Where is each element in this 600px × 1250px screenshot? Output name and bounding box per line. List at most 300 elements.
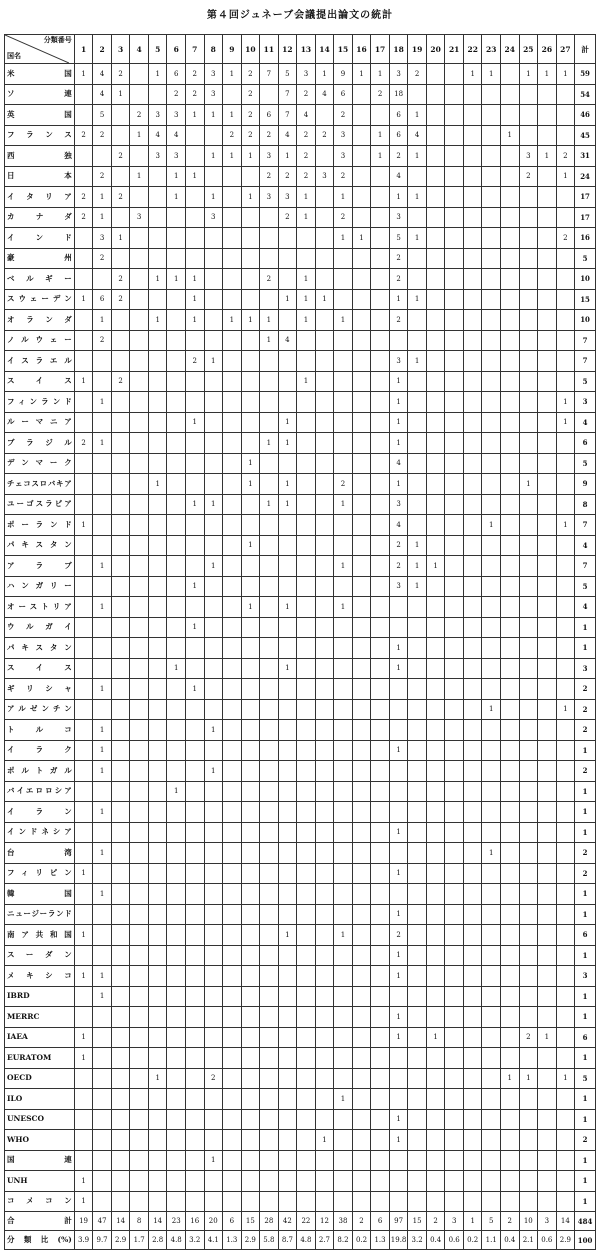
count-cell: 1 [278, 597, 297, 618]
count-cell [223, 658, 242, 679]
count-cell [223, 248, 242, 269]
count-cell [445, 84, 464, 105]
ratio-row-value: 2.9 [556, 1231, 575, 1250]
count-cell [519, 1109, 538, 1130]
count-cell [278, 966, 297, 987]
count-cell [445, 740, 464, 761]
count-cell [74, 84, 93, 105]
count-cell [297, 1027, 316, 1048]
count-cell [297, 412, 316, 433]
count-cell [538, 207, 557, 228]
count-cell [315, 453, 334, 474]
count-cell [260, 576, 279, 597]
ratio-row-value: 1.3 [371, 1231, 390, 1250]
count-cell [74, 822, 93, 843]
count-cell [204, 802, 223, 823]
count-cell [74, 761, 93, 782]
count-cell [315, 474, 334, 495]
count-cell [371, 556, 390, 577]
count-cell: 4 [389, 453, 408, 474]
count-cell [371, 781, 390, 802]
count-cell [278, 310, 297, 331]
count-cell [185, 330, 204, 351]
count-cell: 2 [260, 166, 279, 187]
count-cell [519, 781, 538, 802]
row-total: 10 [575, 269, 596, 290]
count-cell [130, 843, 149, 864]
count-cell [501, 884, 520, 905]
count-cell [463, 576, 482, 597]
count-cell [185, 740, 204, 761]
count-cell [148, 679, 167, 700]
count-cell [278, 781, 297, 802]
count-cell [93, 1089, 112, 1110]
count-cell [167, 1150, 186, 1171]
count-cell [352, 84, 371, 105]
count-cell [111, 474, 130, 495]
row-total: 7 [575, 330, 596, 351]
count-cell: 1 [93, 310, 112, 331]
column-header: 9 [223, 35, 242, 64]
count-cell [111, 1027, 130, 1048]
count-cell [538, 617, 557, 638]
count-cell [130, 269, 149, 290]
count-cell [111, 822, 130, 843]
row-total: 2 [575, 863, 596, 884]
count-cell [167, 843, 186, 864]
count-cell [352, 351, 371, 372]
count-cell [389, 986, 408, 1007]
count-cell [111, 884, 130, 905]
count-cell [278, 617, 297, 638]
ratio-row-value: 0.2 [352, 1231, 371, 1250]
country-name: スイス [5, 371, 75, 392]
count-cell [408, 1048, 427, 1069]
count-cell [538, 802, 557, 823]
count-cell [315, 1048, 334, 1069]
count-cell [371, 576, 390, 597]
count-cell [371, 679, 390, 700]
count-cell [538, 269, 557, 290]
table-row [5, 412, 596, 433]
count-cell: 5 [278, 64, 297, 85]
count-cell: 1 [204, 556, 223, 577]
count-cell [389, 330, 408, 351]
count-cell [463, 453, 482, 474]
column-header: 23 [482, 35, 501, 64]
count-cell [185, 802, 204, 823]
count-cell [371, 269, 390, 290]
count-cell [371, 289, 390, 310]
count-cell [482, 351, 501, 372]
count-cell [111, 1048, 130, 1069]
count-cell [278, 1027, 297, 1048]
count-cell [74, 617, 93, 638]
row-total: 7 [575, 515, 596, 536]
count-cell [241, 740, 260, 761]
country-name: イタリア [5, 187, 75, 208]
count-cell [74, 269, 93, 290]
count-cell [74, 474, 93, 495]
count-cell: 3 [278, 187, 297, 208]
count-cell [297, 228, 316, 249]
count-cell: 1 [408, 289, 427, 310]
count-cell [501, 576, 520, 597]
count-cell [74, 1089, 93, 1110]
count-cell: 1 [556, 699, 575, 720]
count-cell [352, 945, 371, 966]
count-cell [426, 207, 445, 228]
table-row [5, 310, 596, 331]
count-cell [538, 1007, 557, 1028]
count-cell [297, 617, 316, 638]
count-cell [111, 412, 130, 433]
ratio-row-value: 3.9 [74, 1231, 93, 1250]
count-cell [463, 187, 482, 208]
table-row [5, 146, 596, 167]
count-cell [371, 453, 390, 474]
count-cell [445, 125, 464, 146]
row-total: 4 [575, 412, 596, 433]
count-cell: 2 [111, 289, 130, 310]
count-cell [241, 904, 260, 925]
count-cell: 1 [297, 187, 316, 208]
count-cell: 1 [93, 966, 112, 987]
count-cell [148, 433, 167, 454]
count-cell: 1 [260, 330, 279, 351]
row-total: 1 [575, 1007, 596, 1028]
count-cell [111, 597, 130, 618]
count-cell [352, 515, 371, 536]
count-cell [297, 248, 316, 269]
ratio-row-value: 4.1 [204, 1231, 223, 1250]
table-row [5, 679, 596, 700]
count-cell: 1 [538, 1027, 557, 1048]
count-cell: 1 [185, 576, 204, 597]
row-total: 5 [575, 576, 596, 597]
count-cell: 3 [297, 64, 316, 85]
count-cell [426, 1191, 445, 1212]
country-name: イスラエル [5, 351, 75, 372]
count-cell [519, 638, 538, 659]
count-cell [130, 1048, 149, 1069]
count-cell [241, 1191, 260, 1212]
count-cell [204, 474, 223, 495]
ratio-row-value: 0.6 [538, 1231, 557, 1250]
count-cell [538, 925, 557, 946]
count-cell [501, 371, 520, 392]
count-cell [482, 740, 501, 761]
count-cell [260, 371, 279, 392]
count-cell [241, 228, 260, 249]
count-cell [408, 392, 427, 413]
table-row [5, 84, 596, 105]
row-total: 1 [575, 1150, 596, 1171]
count-cell [185, 146, 204, 167]
count-cell [352, 884, 371, 905]
count-cell [204, 843, 223, 864]
count-cell [111, 392, 130, 413]
count-cell: 6 [260, 105, 279, 126]
count-cell [408, 679, 427, 700]
count-cell [223, 371, 242, 392]
count-cell [185, 556, 204, 577]
count-cell [204, 884, 223, 905]
count-cell: 1 [519, 64, 538, 85]
count-cell [204, 904, 223, 925]
count-cell [74, 720, 93, 741]
count-cell [501, 925, 520, 946]
count-cell: 2 [167, 84, 186, 105]
count-cell [463, 945, 482, 966]
count-cell [315, 802, 334, 823]
count-cell [445, 945, 464, 966]
count-cell [315, 146, 334, 167]
count-cell [204, 248, 223, 269]
count-cell [352, 1109, 371, 1130]
country-name: IBRD [5, 986, 75, 1007]
count-cell [315, 1027, 334, 1048]
column-header: 26 [538, 35, 557, 64]
count-cell: 1 [93, 740, 112, 761]
count-cell [519, 576, 538, 597]
count-cell [334, 904, 353, 925]
count-cell [389, 761, 408, 782]
count-cell [185, 658, 204, 679]
count-cell [74, 576, 93, 597]
count-cell [519, 863, 538, 884]
table-row [5, 1068, 596, 1089]
count-cell [556, 474, 575, 495]
count-cell [111, 617, 130, 638]
count-cell [223, 535, 242, 556]
count-cell [130, 1068, 149, 1089]
table-row [5, 269, 596, 290]
count-cell [482, 1171, 501, 1192]
count-cell: 2 [130, 105, 149, 126]
count-cell [463, 125, 482, 146]
count-cell [371, 966, 390, 987]
country-name: チェコスロバキア [5, 474, 75, 495]
count-cell [260, 1089, 279, 1110]
count-cell: 1 [389, 474, 408, 495]
count-cell: 4 [278, 125, 297, 146]
count-cell [482, 187, 501, 208]
count-cell [463, 433, 482, 454]
count-cell [538, 576, 557, 597]
count-cell [482, 1027, 501, 1048]
count-cell [352, 720, 371, 741]
count-cell [426, 84, 445, 105]
count-cell: 2 [278, 207, 297, 228]
count-cell [130, 310, 149, 331]
count-cell [463, 474, 482, 495]
count-cell [260, 945, 279, 966]
count-cell [260, 761, 279, 782]
count-cell: 2 [297, 166, 316, 187]
count-cell [130, 884, 149, 905]
count-cell [167, 1068, 186, 1089]
count-cell [260, 638, 279, 659]
count-cell [352, 371, 371, 392]
count-cell [501, 105, 520, 126]
count-cell [74, 310, 93, 331]
count-cell [389, 699, 408, 720]
count-cell: 2 [297, 125, 316, 146]
count-cell: 1 [315, 64, 334, 85]
ratio-row-value: 0.4 [426, 1231, 445, 1250]
count-cell [501, 310, 520, 331]
count-cell [501, 1048, 520, 1069]
count-cell [482, 207, 501, 228]
count-cell [408, 884, 427, 905]
count-cell [241, 720, 260, 741]
table-row [5, 1027, 596, 1048]
count-cell [482, 228, 501, 249]
count-cell [556, 925, 575, 946]
count-cell: 1 [185, 269, 204, 290]
count-cell: 2 [111, 146, 130, 167]
count-cell: 1 [501, 125, 520, 146]
count-cell [148, 1150, 167, 1171]
count-cell: 2 [111, 371, 130, 392]
count-cell [352, 474, 371, 495]
count-cell [241, 822, 260, 843]
count-cell [519, 351, 538, 372]
count-cell: 1 [223, 310, 242, 331]
count-cell: 1 [241, 187, 260, 208]
count-cell: 1 [389, 740, 408, 761]
count-cell [556, 187, 575, 208]
count-cell [501, 904, 520, 925]
count-cell: 3 [315, 166, 334, 187]
count-cell [297, 781, 316, 802]
count-cell [463, 986, 482, 1007]
count-cell [130, 228, 149, 249]
count-cell [315, 1150, 334, 1171]
count-cell: 1 [74, 371, 93, 392]
count-cell: 1 [185, 412, 204, 433]
count-cell: 1 [556, 166, 575, 187]
count-cell [297, 1150, 316, 1171]
country-name: メキシコ [5, 966, 75, 987]
count-cell [241, 515, 260, 536]
count-cell [260, 740, 279, 761]
count-cell [334, 412, 353, 433]
count-cell: 1 [297, 371, 316, 392]
count-cell [130, 1007, 149, 1028]
count-cell [519, 1048, 538, 1069]
sum-row-value: 6 [223, 1212, 242, 1231]
count-cell [556, 1171, 575, 1192]
count-cell: 1 [74, 1027, 93, 1048]
count-cell [352, 556, 371, 577]
count-cell [445, 351, 464, 372]
count-cell [204, 1130, 223, 1151]
count-cell [111, 1130, 130, 1151]
count-cell: 3 [130, 207, 149, 228]
count-cell [426, 515, 445, 536]
count-cell [352, 1068, 371, 1089]
count-cell [556, 1048, 575, 1069]
count-cell [556, 945, 575, 966]
count-cell [315, 330, 334, 351]
count-cell [501, 822, 520, 843]
count-cell: 1 [167, 658, 186, 679]
count-cell [204, 863, 223, 884]
count-cell: 1 [130, 125, 149, 146]
column-header: 1 [74, 35, 93, 64]
count-cell [445, 474, 464, 495]
table-row [5, 1109, 596, 1130]
count-cell [130, 187, 149, 208]
count-cell [445, 1191, 464, 1212]
count-cell [482, 84, 501, 105]
row-total: 1 [575, 802, 596, 823]
count-cell [426, 453, 445, 474]
count-cell [501, 228, 520, 249]
country-name: IAEA [5, 1027, 75, 1048]
count-cell [130, 617, 149, 638]
count-cell [315, 1068, 334, 1089]
count-cell: 2 [74, 207, 93, 228]
count-cell [519, 371, 538, 392]
count-cell [371, 207, 390, 228]
count-cell [241, 412, 260, 433]
count-cell [167, 1089, 186, 1110]
count-cell [148, 925, 167, 946]
count-cell [334, 269, 353, 290]
count-cell [315, 679, 334, 700]
count-cell [482, 1191, 501, 1212]
count-cell [148, 392, 167, 413]
count-cell [334, 617, 353, 638]
count-cell: 1 [260, 494, 279, 515]
count-cell [315, 617, 334, 638]
count-cell [111, 986, 130, 1007]
count-cell [463, 925, 482, 946]
count-cell: 4 [297, 105, 316, 126]
count-cell [426, 1130, 445, 1151]
country-name: イラク [5, 740, 75, 761]
count-cell [371, 904, 390, 925]
count-cell [463, 966, 482, 987]
count-cell: 1 [204, 494, 223, 515]
count-cell [538, 638, 557, 659]
count-cell [389, 1150, 408, 1171]
ratio-row-value: 2.8 [148, 1231, 167, 1250]
count-cell [556, 822, 575, 843]
table-row [5, 1150, 596, 1171]
count-cell [130, 576, 149, 597]
sum-row-value: 2 [352, 1212, 371, 1231]
count-cell [334, 843, 353, 864]
count-cell [334, 966, 353, 987]
count-cell [278, 843, 297, 864]
count-cell [297, 925, 316, 946]
country-name: 国連 [5, 1150, 75, 1171]
count-cell [352, 679, 371, 700]
count-cell [519, 761, 538, 782]
count-cell [463, 638, 482, 659]
count-cell: 1 [556, 515, 575, 536]
count-cell [519, 105, 538, 126]
count-cell [389, 884, 408, 905]
count-cell [445, 515, 464, 536]
count-cell [538, 433, 557, 454]
count-cell [334, 1150, 353, 1171]
count-cell [334, 638, 353, 659]
